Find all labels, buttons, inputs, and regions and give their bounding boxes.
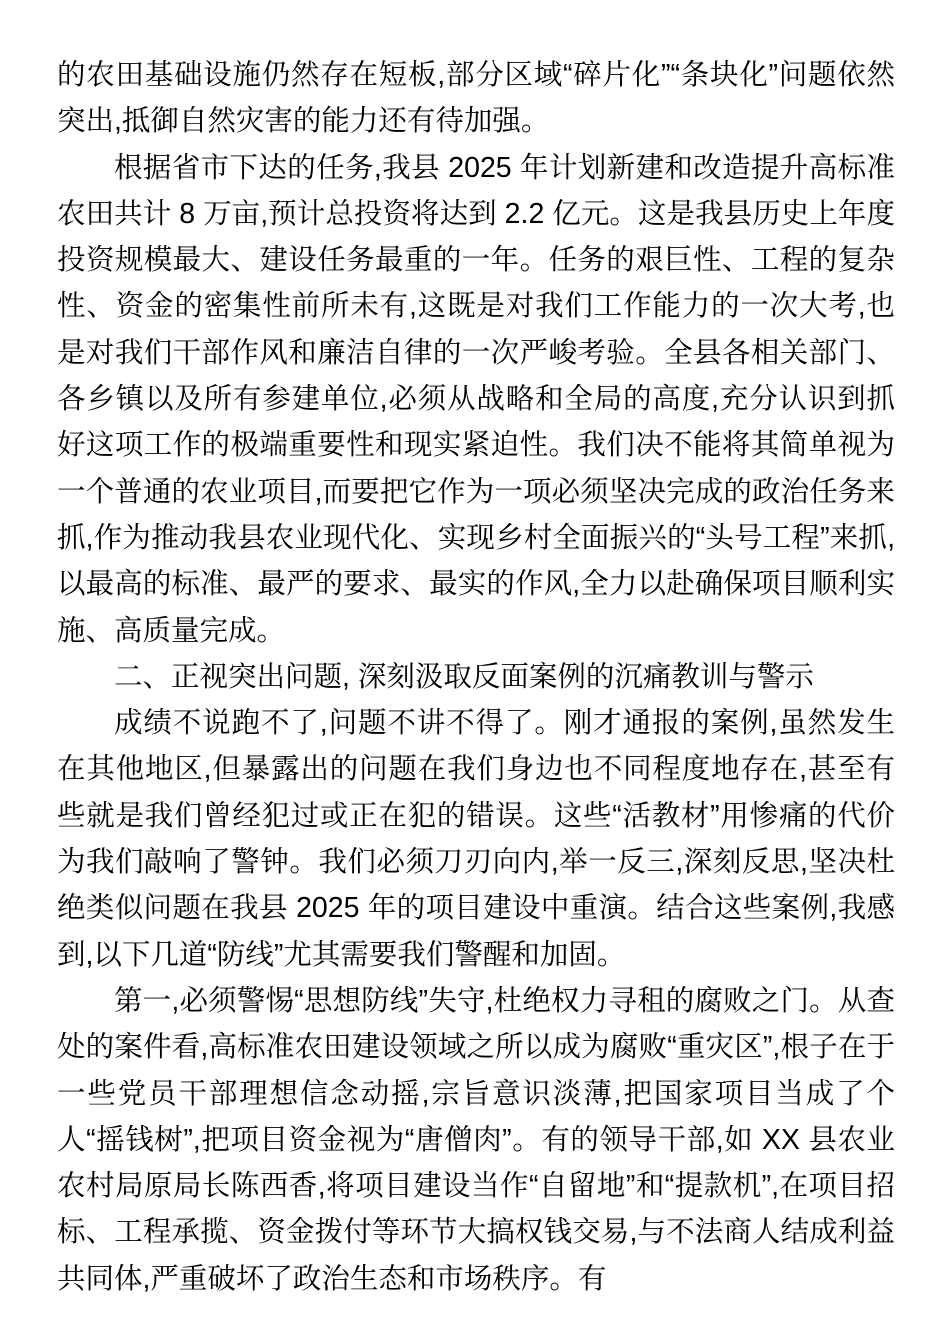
document-text-column (57, 52, 895, 1302)
paragraph-lessons: 成绩不说跑不了,问题不讲不得了。刚才通报的案例,虽然发生在其他地区,但暴露出的问题在我们身边也不同程度地存在,甚至有些就是我们曾经犯过或正在犯的错误。这些“活教材”用惨痛的代价为我们敲响了警钟。我们必须刀刃向内,举一反三,深刻反思,坚决杜绝类似问题在我县 2025 年的项目建设中重演。结合这些案例,我感到,以下几道“防线”尤其需要我们警醒和加固。 (57, 707, 895, 971)
paragraph-continued-infrastructure: 的农田基础设施仍然存在短板,部分区域“碎片化”“条块化”问题依然突出,抵御自然灾害的能力还有待加强。 (57, 59, 895, 138)
paragraph-task-2025: 根据省市下达的任务,我县 2025 年计划新建和改造提升高标准农田共计 8 万亩,预计总投资将达到 2.2 亿元。这是我县历史上年度投资规模最大、建设任务最重的一年。任务的艰巨性、工程的复杂性、资金的密集性前所未有,这既是对我们工作能力的一次大考,也是对我们干部作风和廉洁自律的一次严峻考验。全县各相关部门、各乡镇以及所有参建单位,必须从战略和全局的高度,充分认识到抓好这项工作的极端重要性和现实紧迫性。我们决不能将其简单视为一个普通的农业项目,而要把它作为一项必须坚决完成的政治任务来抓,作为推动我县农业现代化、实现乡村全面振兴的“头号工程”来抓,以最高的标准、最严的要求、最实的作风,全力以赴确保项目顺利实施、高质量完成。 (57, 151, 895, 647)
section-heading-two: 二、正视突出问题, 深刻汲取反面案例的沉痛教训与警示 (114, 660, 814, 693)
paragraph-first-line-of-defense: 第一,必须警惕“思想防线”失守,杜绝权力寻租的腐败之门。从查处的案件看,高标准农田建设领域之所以成为腐败“重灾区”,根子在于一些党员干部理想信念动摇,宗旨意识淡薄,把国家项目当成了个人“摇钱树”,把项目资金视为“唐僧肉”。有的领导干部,如 XX 县农业农村局原局长陈西香,将项目建设当作“自留地”和“提款机”,在项目招标、工程承揽、资金拨付等环节大搞权钱交易,与不法商人结成利益共同体,严重破坏了政治生态和市场秩序。有 (57, 984, 895, 1295)
